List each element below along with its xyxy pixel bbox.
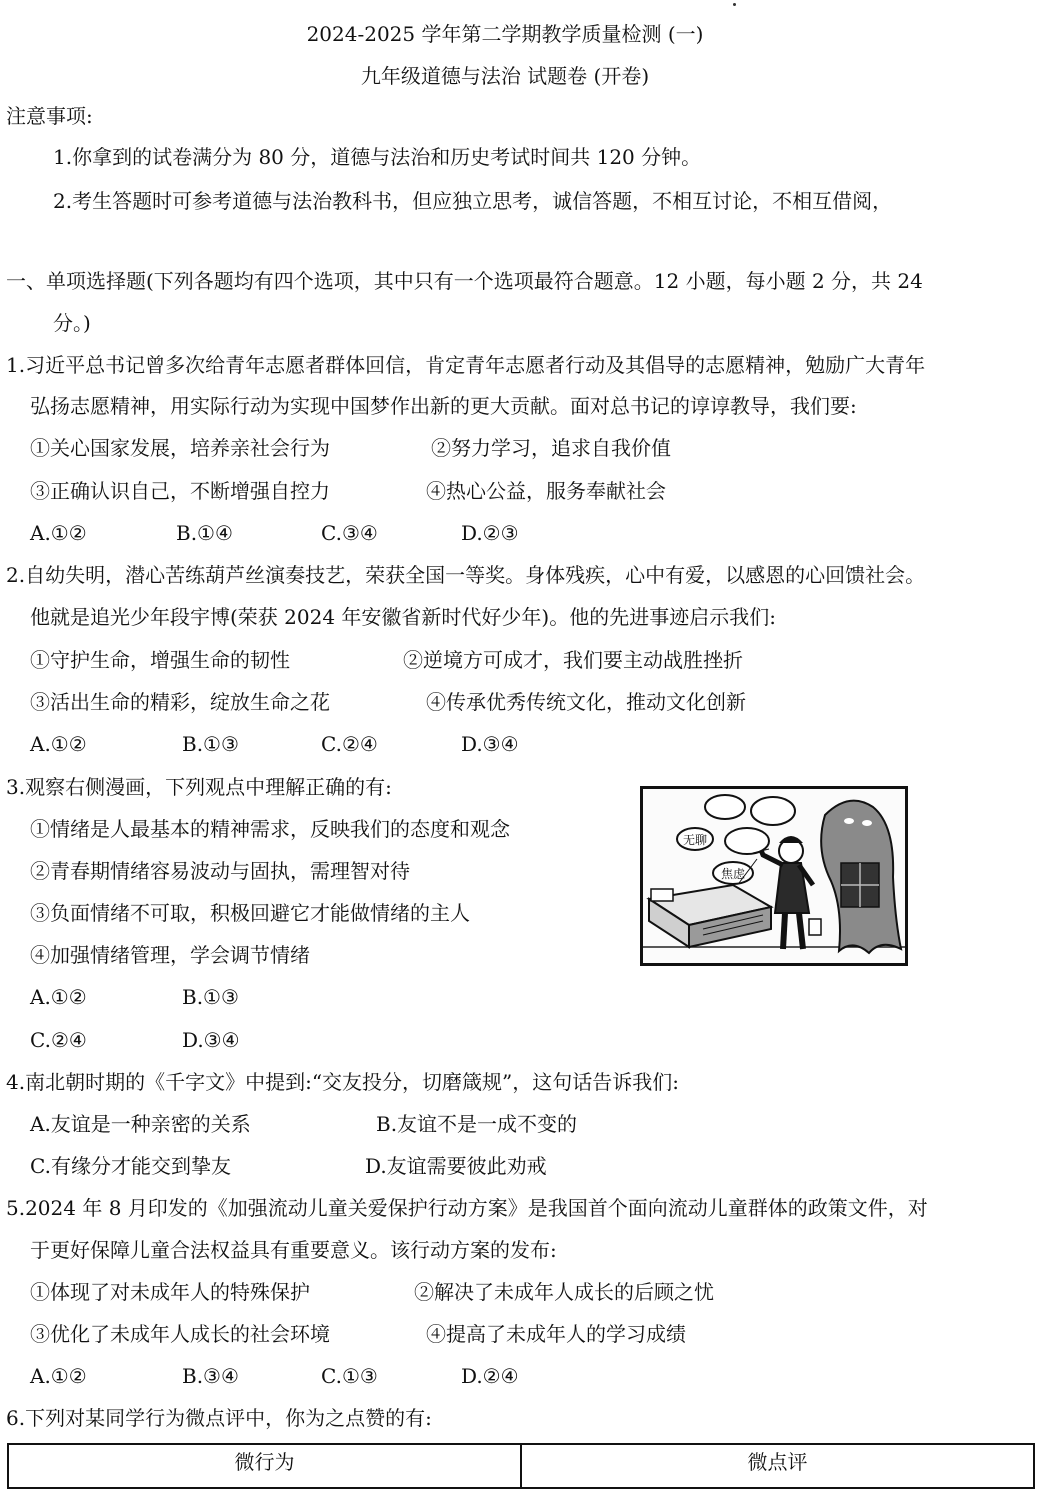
q5-statement: ③优化了未成年人成长的社会环境 (30, 1322, 330, 1346)
notice-heading: 注意事项: (6, 104, 93, 128)
q2-statement: ②逆境方可成才，我们要主动战胜挫折 (403, 648, 743, 672)
q1-statement: ④热心公益，服务奉献社会 (426, 479, 666, 503)
q4-choice: A.友谊是一种亲密的关系 (30, 1112, 251, 1136)
q1-statement: ①关心国家发展，培养亲社会行为 (30, 436, 330, 460)
q2-statement: ①守护生命，增强生命的韧性 (30, 648, 290, 672)
question-1-stem: 1.习近平总书记曾多次给青年志愿者群体回信，肯定青年志愿者行动及其倡导的志愿精神，勉励广大青年 (6, 353, 926, 377)
q3-choice: C.②④ (30, 1028, 87, 1052)
table-header-comment: 微点评 (747, 1450, 808, 1474)
question-4-stem: 4.南北朝时期的《千字文》中提到:“交友投分，切磨箴规”，这句话告诉我们: (6, 1070, 680, 1094)
q5-choice: C.①③ (321, 1364, 378, 1388)
q2-choice: B.①③ (182, 732, 239, 756)
exam-title: 2024-2025 学年第二学期教学质量检测 (一) (306, 22, 704, 46)
q4-choice: C.有缘分才能交到挚友 (30, 1154, 231, 1178)
question-2-stem-cont: 他就是追光少年段宇博(荣获 2024 年安徽省新时代好少年)。他的先进事迹启示我们: (30, 605, 776, 629)
q2-choice: D.③④ (461, 732, 519, 756)
q2-choice: C.②④ (321, 732, 378, 756)
q1-choice: C.③④ (321, 521, 378, 545)
notice-item: 2.考生答题时可参考道德与法治教科书，但应独立思考，诚信答题，不相互讨论，不相互借阅， (53, 189, 893, 213)
q3-choice: A.①② (30, 985, 87, 1009)
q3-choice: D.③④ (182, 1028, 240, 1052)
section-heading: 一、单项选择题(下列各题均有四个选项，其中只有一个选项最符合题意。12 小题，每小题 2 分，共 24 (6, 269, 923, 293)
boy-illustration (759, 836, 821, 949)
section-heading-cont: 分。) (53, 311, 91, 335)
q1-choice: B.①④ (176, 521, 233, 545)
q2-statement: ③活出生命的精彩，绽放生命之花 (30, 690, 330, 714)
bubble-label-anxiety: 焦虑 (720, 867, 746, 881)
q5-choice: A.①② (30, 1364, 87, 1388)
question-6-stem: 6.下列对某同学行为微点评中，你为之点赞的有: (6, 1406, 432, 1430)
question-1-stem-cont: 弘扬志愿精神，用实际行动为实现中国梦作出新的更大贡献。面对总书记的谆谆教导，我们要: (30, 394, 857, 418)
q3-statement: ②青春期情绪容易波动与固执，需理智对待 (30, 859, 410, 883)
q5-statement: ①体现了对未成年人的特殊保护 (30, 1280, 310, 1304)
q5-statement: ②解决了未成年人成长的后顾之忧 (414, 1280, 714, 1304)
notice-item: 1.你拿到的试卷满分为 80 分，道德与法治和历史考试时间共 120 分钟。 (53, 145, 702, 169)
q4-choice: D.友谊需要彼此劝戒 (365, 1154, 547, 1178)
bubble-label-boredom: 无聊 (682, 833, 708, 847)
cartoon-drawing (643, 789, 905, 963)
q3-statement: ①情绪是人最基本的精神需求，反映我们的态度和观念 (30, 817, 510, 841)
q1-choice: A.①② (30, 521, 87, 545)
q5-choice: D.②④ (461, 1364, 519, 1388)
q2-choice: A.①② (30, 732, 87, 756)
q1-statement: ②努力学习，追求自我价值 (431, 436, 671, 460)
q2-statement: ④传承优秀传统文化，推动文化创新 (426, 690, 746, 714)
scan-speck (733, 3, 736, 6)
table-header-behavior: 微行为 (9, 1445, 522, 1487)
question-5-stem: 5.2024 年 8 月印发的《加强流动儿童关爱保护行动方案》是我国首个面向流动儿童群体的政策文件，对 (6, 1196, 928, 1220)
question-5-stem-cont: 于更好保障儿童合法权益具有重要意义。该行动方案的发布: (30, 1238, 557, 1262)
question-6-table (7, 1443, 1035, 1489)
q5-choice: B.③④ (182, 1364, 239, 1388)
q3-choice: B.①③ (182, 985, 239, 1009)
q5-statement: ④提高了未成年人的学习成绩 (426, 1322, 686, 1346)
q3-statement: ④加强情绪管理，学会调节情绪 (30, 943, 310, 967)
q1-choice: D.②③ (461, 521, 519, 545)
q4-choice: B.友谊不是一成不变的 (376, 1112, 578, 1136)
question-3-stem: 3.观察右侧漫画，下列观点中理解正确的有: (6, 775, 392, 799)
exam-subtitle: 九年级道德与法治 试题卷 (开卷) (360, 64, 650, 88)
emotion-monster-illustration (821, 801, 901, 953)
q3-statement: ③负面情绪不可取，积极回避它才能做情绪的主人 (30, 901, 470, 925)
question-2-stem: 2.自幼失明，潜心苦练葫芦丝演奏技艺，荣获全国一等奖。身体残疾，心中有爱，以感恩的心回馈社会。 (6, 563, 926, 587)
bed-illustration (649, 885, 771, 947)
q1-statement: ③正确认识自己，不断增强自控力 (30, 479, 330, 503)
emotion-cartoon (640, 786, 908, 966)
